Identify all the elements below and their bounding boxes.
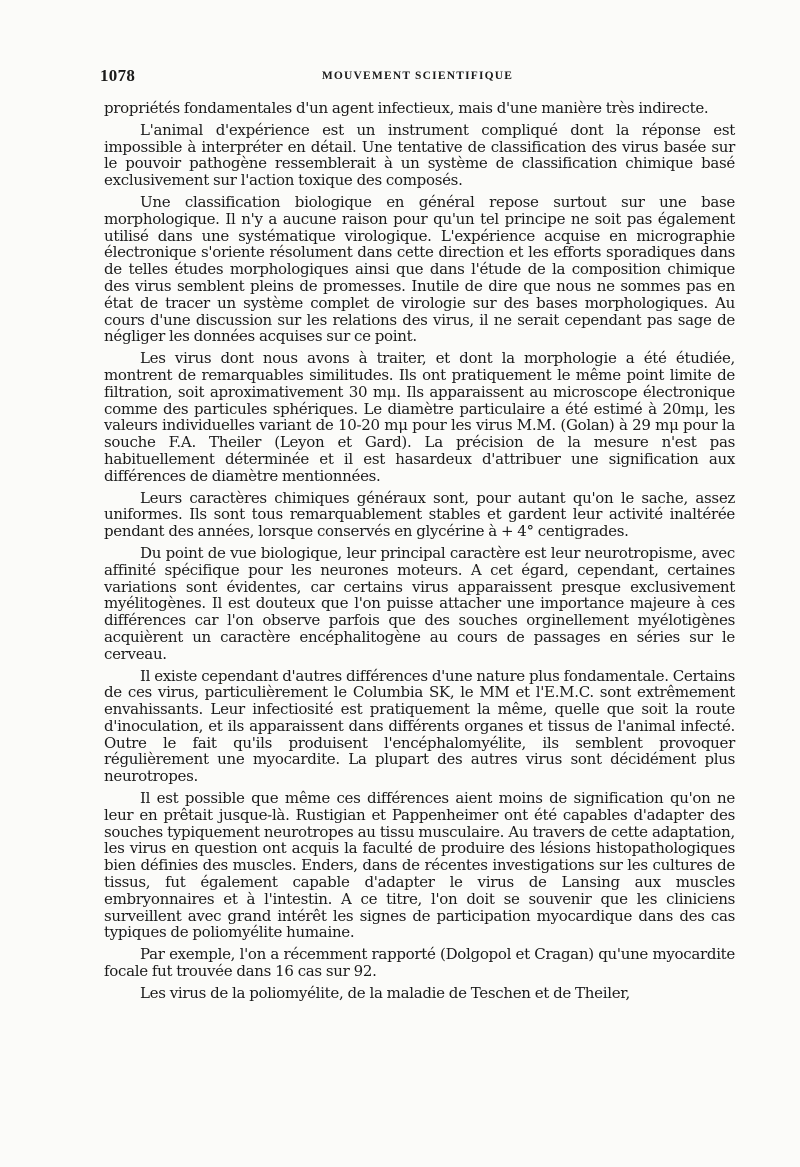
paragraph: Les virus dont nous avons à traiter, et dont la morphologie a été étudiée, montrent de remarquables similitudes. Ils ont pratiquement le même point limite de filtration, soit aproximativement 30 mμ. Ils apparaissent au microscope électronique comme des particules sphériques. Le diamètre particulaire a été estimé à 20mμ, les valeurs individuelles variant de 10-20 mμ pour les virus M.M. (Golan) à 29 mμ pour la souche F.A. Theiler (Leyon et Gard). La précision de la mesure n'est pas habituellement déterminée et il est hasardeux d'attribuer une signification aux différences de diamètre mentionnées.: [104, 349, 735, 485]
paragraph: propriétés fondamentales d'un agent infectieux, mais d'une manière très indirecte.: [104, 99, 709, 117]
paragraph: Du point de vue biologique, leur principal caractère est leur neurotropisme, avec affinité spécifique pour les neurones moteurs. A cet égard, cependant, certaines variations sont évidentes, car certains virus apparaissent presque exclusivement myélitogènes. Il est douteux que l'on puisse attacher une importance majeure à ces différences car l'on observe parfois que des souches orginellement myélotigènes acquièrent un caractère encéphalitogène au cours de passages en séries sur le cerveau.: [104, 543, 735, 663]
page-number: 1078: [100, 66, 136, 85]
running-head: MOUVEMENT SCIENTIFIQUE: [321, 70, 514, 82]
paragraph: Leurs caractères chimiques généraux sont, pour autant qu'on le sache, assez uniformes. Ils sont tous remarquablement stables et gardent leur activité inaltérée pendant des années, lorsque conservés en glycérine à + 4° centigrades.: [104, 488, 735, 541]
paragraph: Il est possible que même ces différences aient moins de signification qu'on ne leur en prêtait jusque-là. Rustigian et Pappenheimer ont été capables d'adapter des souches typiquement neurotropes au tissu musculaire. Au travers de cette adaptation, les virus en question ont acquis la faculté de produire des lésions histopathologiques bien définies des muscles. Enders, dans de récentes investigations sur les cultures de tissus, fut également capable d'adapter le virus de Lansing aux muscles embryonnaires et à l'intestin. A ce titre, l'on doit se souvenir que les cliniciens surveillent avec grand intérêt les signes de participation myocardique dans des cas typiques de poliomyélite humaine.: [104, 789, 735, 942]
paragraph: Une classification biologique en général repose surtout sur une base morphologique. Il n'y a aucune raison pour qu'un tel principe ne soit pas également utilisé dans une systématique virologique. L'expérience acquise en micrographie électronique s'oriente résolument dans cette direction et les efforts sporadiques dans de telles études morphologiques ainsi que dans l'étude de la composition chimique des virus semblent pleins de promesses. Inutile de dire que nous ne sommes pas en état de tracer un système complet de virologie sur des bases morphologiques. Au cours d'une discussion sur les relations des virus, il ne serait cependant pas sage de négliger les données acquises sur ce point.: [104, 192, 735, 346]
body-text: [104, 100, 735, 1007]
paragraph: Il existe cependant d'autres différences d'une nature plus fondamentale. Certains de ces virus, particulièrement le Columbia SK, le MM et l'E.M.C. sont extrêmement envahissants. Leur infectiosité est pratiquement la même, quelle que soit la route d'inoculation, et ils apparaissent dans différents organes et tissus de l'animal infecté. Outre le fait qu'ils produisent l'encéphalomyélite, ils semblent provoquer régulièrement une myocardite. La plupart des autres virus sont décidément plus neurotropes.: [104, 666, 735, 786]
paragraph: Par exemple, l'on a récemment rapporté (Dolgopol et Cragan) qu'une myocardite focale fut trouvée dans 16 cas sur 92.: [104, 945, 735, 981]
paragraph: L'animal d'expérience est un instrument compliqué dont la réponse est impossible à interpréter en détail. Une tentative de classification des virus basée sur le pouvoir pathogène ressemblerait à un système de classification chimique basé exclusivement sur l'action toxique des composés.: [104, 120, 735, 190]
page-header: [100, 66, 735, 86]
paragraph: Les virus de la poliomyélite, de la maladie de Teschen et de Theiler,: [140, 983, 630, 1002]
